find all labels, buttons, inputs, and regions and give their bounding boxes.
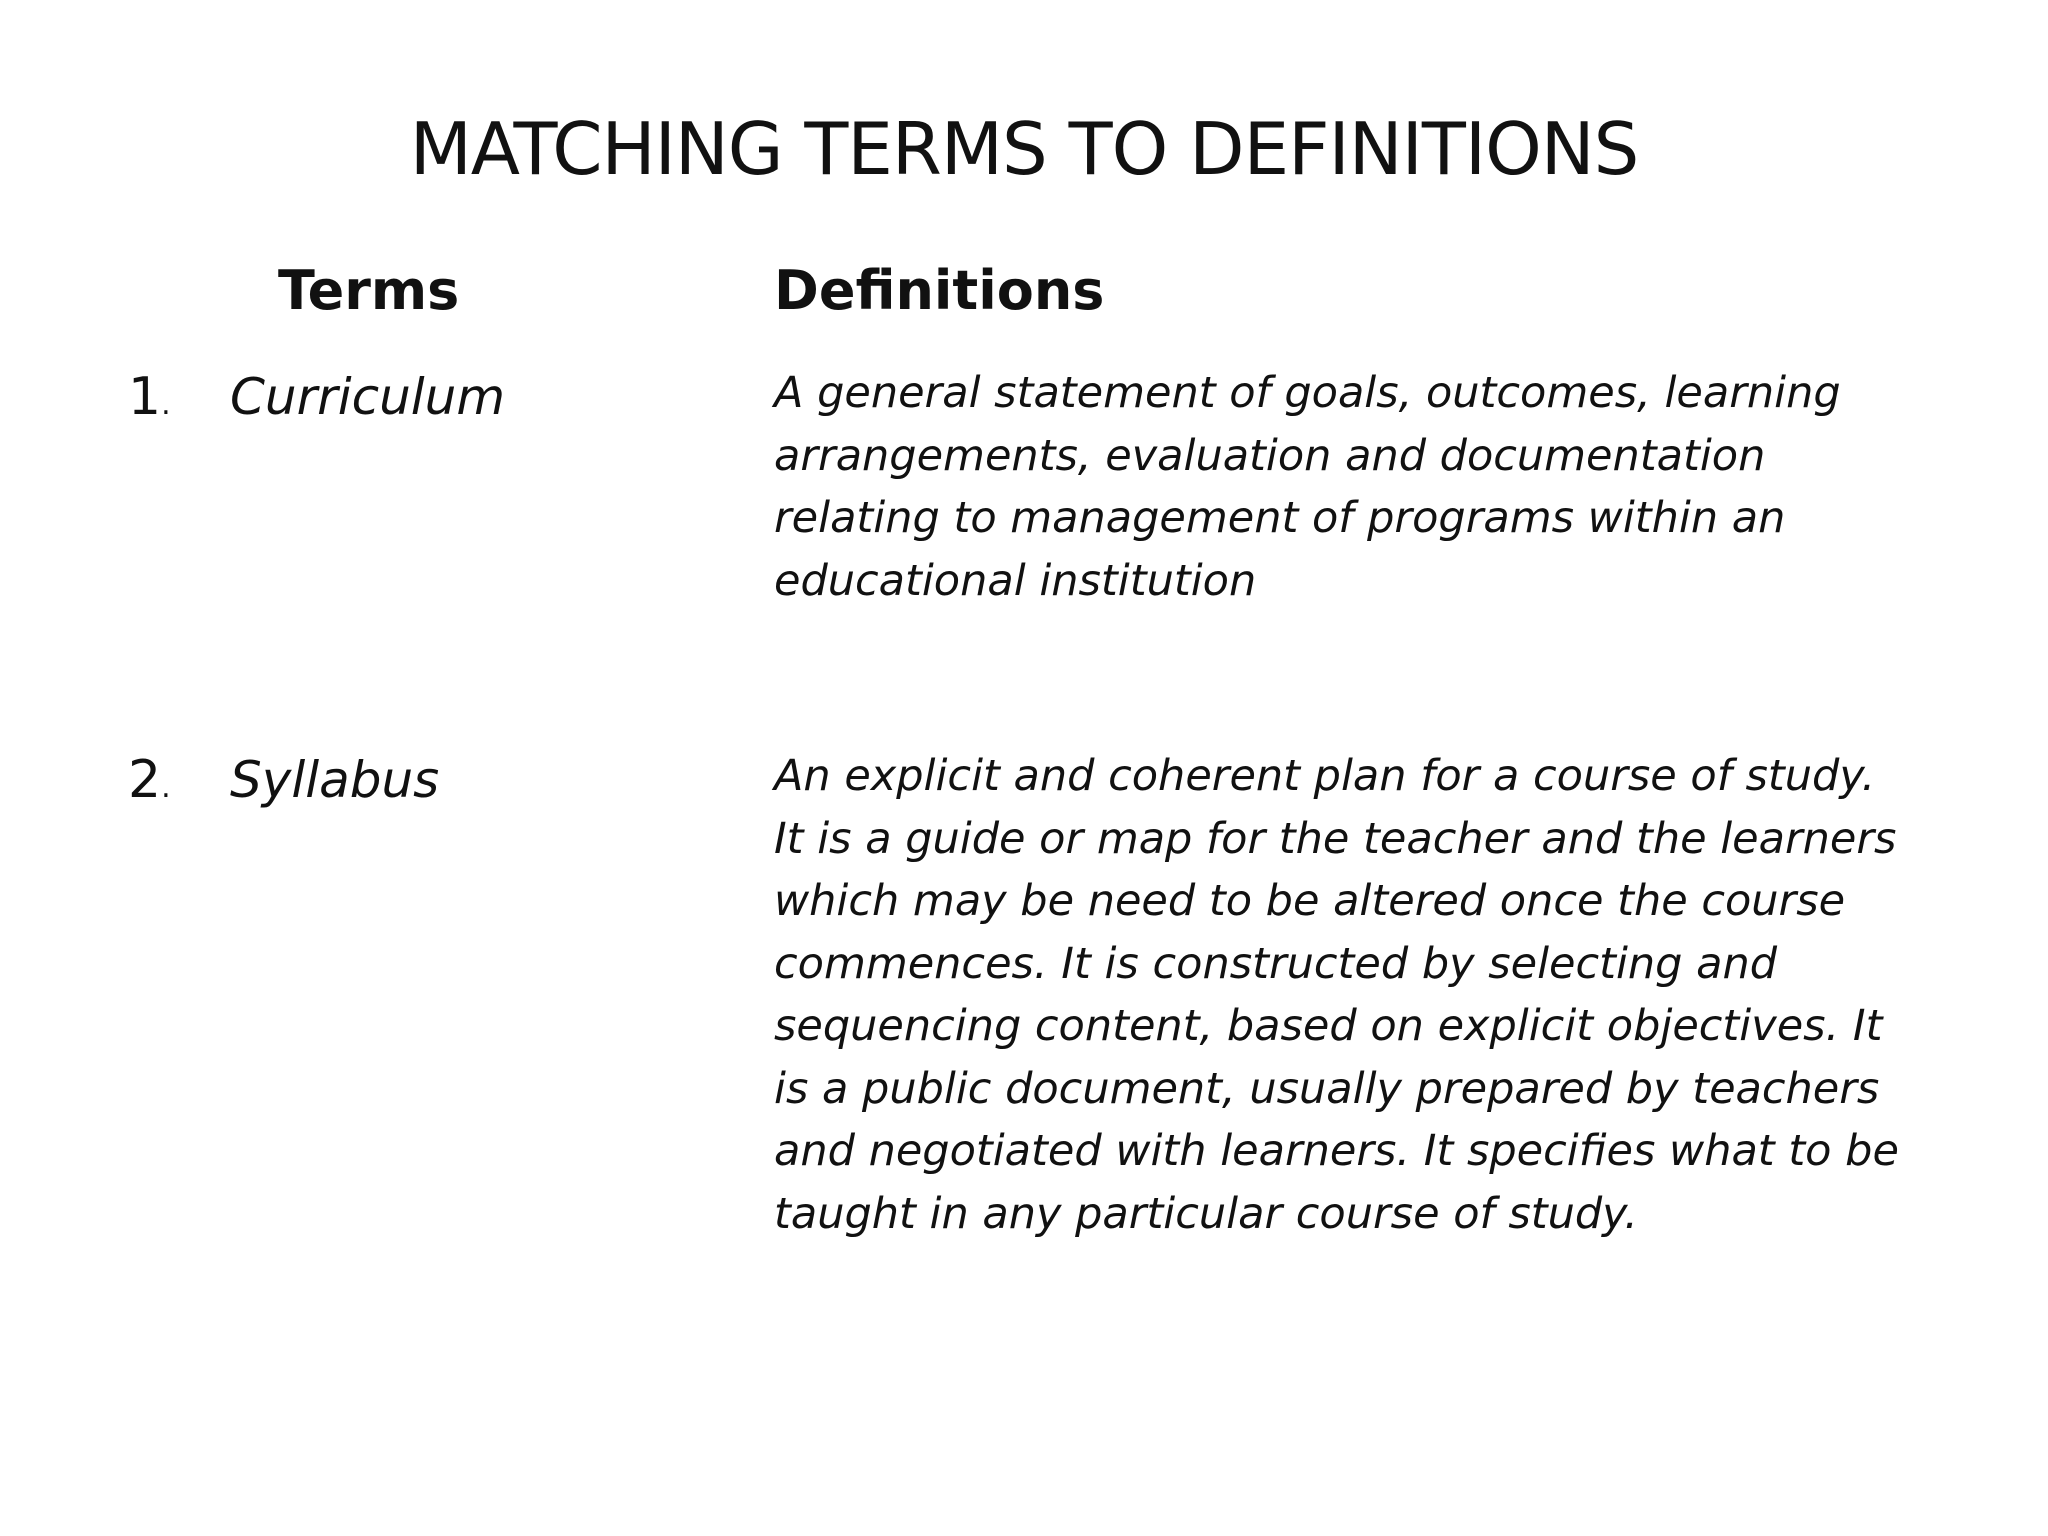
definition-line: educational institution <box>774 555 1257 606</box>
definition-line: It is a guide or map for the teacher and the learners <box>774 813 1897 864</box>
definition-line: and negotiated with learners. It specifies what to be <box>774 1126 1899 1176</box>
term-label: Syllabus <box>230 751 440 809</box>
definition-text <box>774 362 1954 612</box>
item-number-dot: . <box>161 387 171 422</box>
item-number <box>128 365 171 437</box>
term-label: Curriculum <box>230 368 506 426</box>
definition-line: is a public document, usually prepared by teachers <box>774 1063 1880 1114</box>
definition-line: which may be need to be altered once the course <box>774 876 1846 926</box>
item-number <box>128 748 171 820</box>
item-number-digit: 2 <box>128 750 162 810</box>
definition-line: An explicit and coherent plan for a course of study. <box>774 751 1876 801</box>
item-number-dot: . <box>161 770 171 805</box>
definitions-column-header: Definitions <box>774 259 1105 322</box>
definition-line: arrangements, evaluation and documentation <box>774 430 1766 481</box>
definition-line: taught in any particular course of study. <box>774 1188 1638 1239</box>
item-number-digit: 1 <box>128 367 162 427</box>
definition-text <box>774 745 1954 1245</box>
definition-line: relating to management of programs within an <box>774 493 1786 543</box>
definition-line: sequencing content, based on explicit objectives. It <box>774 1001 1883 1051</box>
definition-line: commences. It is constructed by selecting and <box>774 938 1778 989</box>
slide-title: MATCHING TERMS TO DEFINITIONS <box>409 107 1639 191</box>
definition-line: A general statement of goals, outcomes, learning <box>774 368 1841 418</box>
terms-column-header: Terms <box>278 259 460 322</box>
